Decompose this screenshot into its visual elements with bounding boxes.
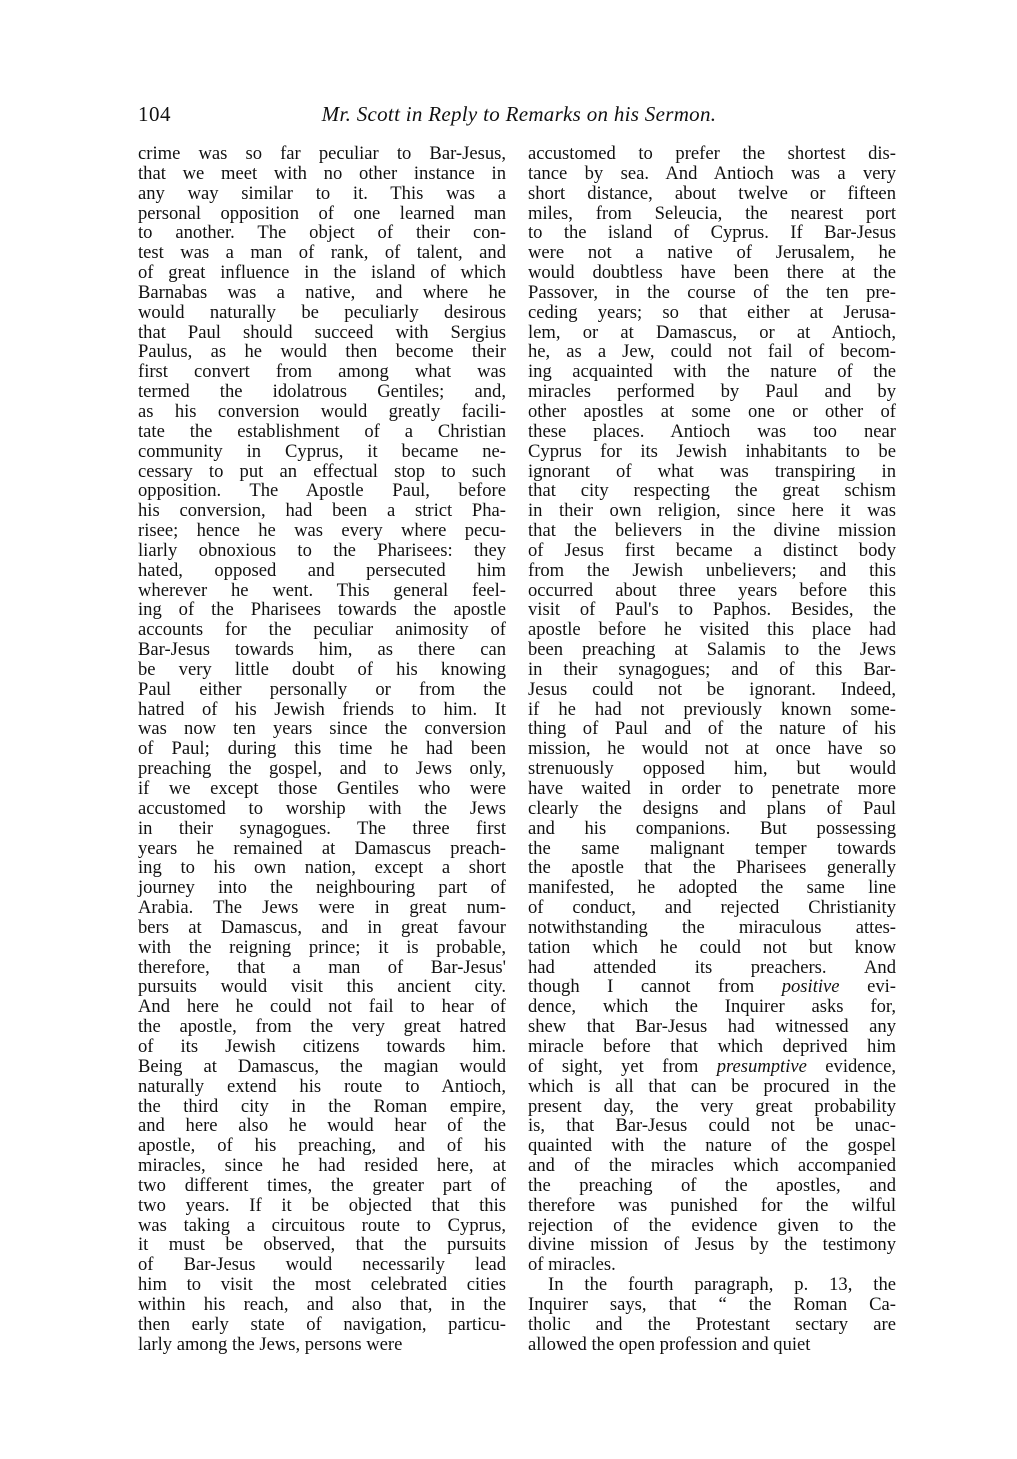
text-line: journey into the neighbouring part of	[138, 877, 506, 899]
text-line: larly among the Jews, persons were	[138, 1333, 403, 1355]
text-line: to the island of Cyprus. If Bar-Jesus	[528, 222, 896, 244]
text-line: of Paul; during this time he had been	[138, 738, 506, 760]
text-line: in their own religion, since here it was	[528, 500, 896, 522]
text-line: within his reach, and also that, in the	[138, 1293, 506, 1315]
text-line: In the fourth paragraph, p. 13, the	[548, 1274, 896, 1296]
text-line: lem, or at Damascus, or at Antioch,	[528, 321, 896, 343]
text-line: allowed the open profession and quiet	[528, 1333, 811, 1355]
text-line: his conversion, had been a strict Pha-	[138, 500, 506, 522]
text-line: personal opposition of one learned man	[138, 202, 506, 224]
text-line: Barnabas was a native, and where he	[138, 281, 506, 303]
text-line: had attended its preachers. And	[528, 956, 896, 978]
text-line: two years. If it be objected that this	[138, 1194, 506, 1216]
text-line: wherever he went. This general feel-	[138, 579, 506, 601]
text-line: therefore was punished for the wilful	[528, 1194, 896, 1216]
text-line: and of the miracles which accompanied	[528, 1155, 896, 1177]
text-line: preaching the gospel, and to Jews only,	[138, 758, 506, 780]
text-line: apostle before he visited this place had	[528, 619, 896, 641]
text-line: pursuits would visit this ancient city.	[138, 976, 506, 998]
text-line: miracles, since he had resided here, at	[138, 1155, 506, 1177]
text-line: from the Jewish unbelievers; and this	[528, 559, 896, 581]
text-line: then early state of navigation, particu-	[138, 1313, 506, 1335]
text-line: naturally extend his route to Antioch,	[138, 1075, 506, 1097]
text-line: cessary to put an effectual stop to such	[138, 460, 506, 482]
left-text-column	[138, 144, 506, 1354]
text-line: community in Cyprus, it became ne-	[138, 440, 506, 462]
text-line: would naturally be peculiarly desirous	[138, 301, 506, 323]
text-line: ing to his own nation, except a short	[138, 857, 506, 879]
text-line: miracle before that which deprived him	[528, 1035, 896, 1057]
text-line: it must be observed, that the pursuits	[138, 1234, 506, 1256]
text-line: that we meet with no other instance in	[138, 162, 506, 184]
text-line: and his companions. But possessing	[528, 817, 896, 839]
text-line: and here also he would hear of the	[138, 1115, 506, 1137]
text-line: Inquirer says, that “ the Roman Ca-	[528, 1293, 896, 1315]
text-line: was now ten years since the conversion	[138, 718, 506, 740]
text-line: shew that Bar-Jesus had witnessed any	[528, 1016, 896, 1038]
text-line: manifested, he adopted the same line	[528, 877, 896, 899]
text-line: be very little doubt of his knowing	[138, 658, 506, 680]
text-line: if he had not previously known some-	[528, 698, 896, 720]
text-line: ing acquainted with the nature of the	[528, 361, 896, 383]
running-title: Mr. Scott in Reply to Remarks on his Sermon.	[321, 102, 717, 126]
text-line: thing of Paul and of the nature of his	[528, 718, 896, 740]
text-line: present day, the very great probability	[528, 1095, 896, 1117]
text-line: the third city in the Roman empire,	[138, 1095, 506, 1117]
text-line: accustomed to worship with the Jews	[138, 797, 506, 819]
text-line: ignorant of what was transpiring in	[528, 460, 896, 482]
text-line: him to visit the most celebrated cities	[138, 1274, 506, 1296]
text-line: Bar-Jesus towards him, as there can	[138, 639, 506, 661]
text-line: he, as a Jew, could not fail of becom-	[528, 341, 896, 363]
text-line: rejection of the evidence given to the	[528, 1214, 896, 1236]
text-line: termed the idolatrous Gentiles; and,	[138, 381, 506, 403]
text-line: of Jesus first became a distinct body	[528, 539, 896, 561]
text-line: Paul either personally or from the	[138, 678, 506, 700]
text-line: strenuously opposed him, but would	[528, 758, 896, 780]
text-line: And here he could not fail to hear of	[138, 996, 506, 1018]
text-line: therefore, that a man of Bar-Jesus'	[138, 956, 506, 978]
text-line: if we except those Gentiles who were	[138, 778, 506, 799]
text-line: first convert from among what was	[138, 361, 506, 383]
text-line: that Paul should succeed with Sergius	[138, 321, 506, 343]
text-line: ceding years; so that either at Jerusa-	[528, 301, 896, 323]
text-line: is, that Bar-Jesus could not be unac-	[528, 1115, 896, 1137]
text-line: were not a native of Jerusalem, he	[528, 242, 896, 264]
text-line: risee; hence he was every where pecu-	[138, 520, 506, 542]
text-line: to another. The object of their con-	[138, 222, 506, 244]
text-line: in their synagogues; and of this Bar-	[528, 658, 896, 680]
text-line: with the reigning prince; it is probable,	[138, 936, 506, 958]
text-line: as his conversion would greatly facili-	[138, 400, 506, 422]
text-line: Passover, in the course of the ten pre-	[528, 281, 896, 303]
text-line: occurred about three years before this	[528, 579, 896, 601]
text-line: of conduct, and rejected Christianity	[528, 897, 896, 919]
text-line: of its Jewish citizens towards him.	[138, 1035, 506, 1057]
text-line: ing of the Pharisees towards the apostle	[138, 599, 506, 621]
text-line: the apostle, from the very great hatred	[138, 1016, 506, 1038]
text-line: of miracles.	[528, 1254, 616, 1276]
text-line: dence, which the Inquirer asks for,	[528, 996, 896, 1018]
text-line: tate the establishment of a Christian	[138, 420, 506, 442]
text-line: these places. Antioch was too near	[528, 420, 896, 442]
text-line: have waited in order to penetrate more	[528, 778, 896, 799]
text-line: which is all that can be procured in the	[528, 1075, 896, 1097]
text-line: opposition. The Apostle Paul, before	[138, 480, 506, 502]
text-line: mission, he would not at once have so	[528, 738, 896, 760]
text-line: accounts for the peculiar animosity of	[138, 619, 506, 641]
page-header	[138, 100, 900, 134]
text-line: bers at Damascus, and in great favour	[138, 916, 506, 938]
text-line: tation which he could not but know	[528, 936, 896, 958]
text-line: of sight, yet from presumptive evidence,	[528, 1055, 896, 1077]
text-line: tholic and the Protestant sectary are	[528, 1313, 896, 1335]
text-line: Arabia. The Jews were in great num-	[138, 897, 506, 919]
text-line: accustomed to prefer the shortest dis-	[528, 143, 896, 164]
text-line: the preaching of the apostles, and	[528, 1174, 896, 1196]
text-line: Being at Damascus, the magian would	[138, 1055, 506, 1077]
text-line: notwithstanding the miraculous attes-	[528, 916, 896, 938]
text-line: that city respecting the great schism	[528, 480, 896, 502]
text-line: of great influence in the island of which	[138, 262, 506, 284]
text-line: test was a man of rank, of talent, and	[138, 242, 506, 264]
right-text-column	[528, 144, 896, 1354]
text-line: was taking a circuitous route to Cyprus,	[138, 1214, 506, 1236]
text-line: miles, from Seleucia, the nearest port	[528, 202, 896, 224]
text-line: been preaching at Salamis to the Jews	[528, 639, 896, 661]
text-line: miracles performed by Paul and by	[528, 381, 896, 403]
text-line: would doubtless have been there at the	[528, 262, 896, 284]
text-line: the same malignant temper towards	[528, 837, 896, 859]
text-line: tance by sea. And Antioch was a very	[528, 162, 896, 184]
text-line: that the believers in the divine mission	[528, 520, 896, 542]
text-line: though I cannot from positive evi-	[528, 976, 896, 998]
text-line: Jesus could not be ignorant. Indeed,	[528, 678, 896, 700]
text-line: divine mission of Jesus by the testimony	[528, 1234, 896, 1256]
text-line: the apostle that the Pharisees generally	[528, 857, 896, 879]
text-line: quainted with the nature of the gospel	[528, 1135, 896, 1157]
text-line: of Bar-Jesus would necessarily lead	[138, 1254, 506, 1276]
text-line: other apostles at some one or other of	[528, 400, 896, 422]
text-line: two different times, the greater part of	[138, 1174, 506, 1196]
text-line: short distance, about twelve or fifteen	[528, 182, 896, 204]
text-line: any way similar to it. This was a	[138, 182, 506, 204]
text-line: hated, opposed and persecuted him	[138, 559, 506, 581]
text-line: liarly obnoxious to the Pharisees: they	[138, 539, 506, 561]
text-line: clearly the designs and plans of Paul	[528, 797, 896, 819]
text-line: years he remained at Damascus preach-	[138, 837, 506, 859]
text-line: Cyprus for its Jewish inhabitants to be	[528, 440, 896, 462]
page-number: 104	[138, 102, 171, 126]
text-line: visit of Paul's to Paphos. Besides, the	[528, 599, 896, 621]
text-line: in their synagogues. The three first	[138, 817, 506, 839]
text-line: Paulus, as he would then become their	[138, 341, 506, 363]
text-line: apostle, of his preaching, and of his	[138, 1135, 506, 1157]
text-line: crime was so far peculiar to Bar-Jesus,	[138, 143, 506, 164]
text-line: hatred of his Jewish friends to him. It	[138, 698, 506, 720]
